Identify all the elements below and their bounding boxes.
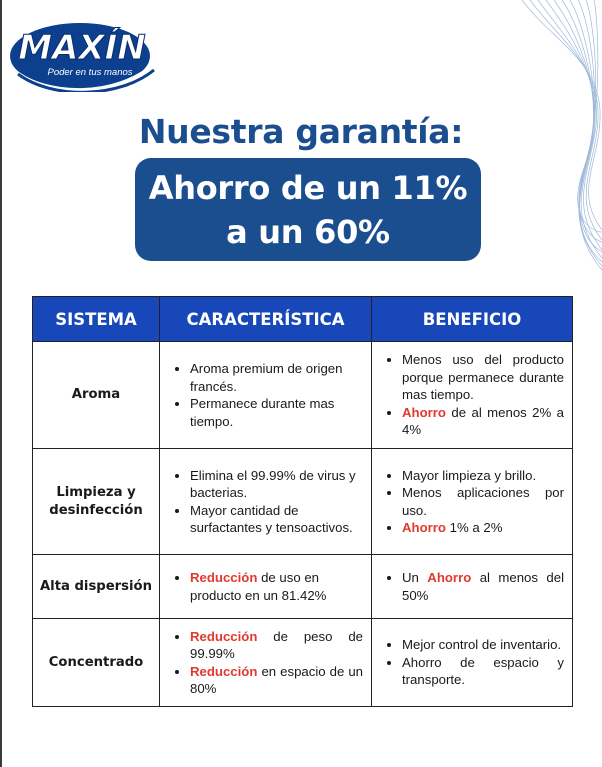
table-header-row: [33, 297, 573, 342]
system-cell: Concentrado: [33, 619, 160, 707]
system-cell: Alta dispersión: [33, 555, 160, 619]
benefit-item: • Un Ahorro al menos del 50%: [402, 569, 564, 604]
banner-line-1: Ahorro de un 11%: [148, 169, 468, 207]
benefit-item: • Mejor control de inventario.: [402, 636, 564, 654]
system-cell: Limpieza y desinfección: [33, 449, 160, 555]
savings-banner: [135, 158, 481, 261]
benefit-item: • Ahorro de al menos 2% a 4%: [402, 404, 564, 439]
feature-item: • Reducción de uso en producto en un 81.42%: [190, 569, 363, 604]
header-feature: CARACTERÍSTICA: [160, 297, 372, 342]
feature-cell: [160, 342, 372, 449]
page-title: Nuestra garantía:: [138, 112, 464, 151]
highlight-word: Reducción: [190, 628, 258, 644]
feature-cell: [160, 619, 372, 707]
feature-item: • Reducción en espacio de un 80%: [190, 663, 363, 698]
feature-item: • Elimina el 99.99% de virus y bacterias.: [190, 467, 363, 502]
header-system: SISTEMA: [33, 297, 160, 342]
table-row: [33, 342, 573, 449]
feature-item: • Permanece durante mas tiempo.: [190, 395, 363, 430]
highlight-word: Ahorro: [402, 520, 446, 535]
maxin-logo: [8, 12, 158, 92]
feature-item: • Mayor cantidad de surfactantes y tensoactivos.: [190, 502, 363, 537]
banner-line-2: a un 60%: [226, 213, 390, 251]
highlight-word: Ahorro: [427, 570, 472, 585]
benefits-table: [32, 296, 573, 707]
highlight-word: Ahorro: [402, 404, 446, 420]
feature-item: • Reducción de peso de 99.99%: [190, 628, 363, 663]
benefit-cell: [372, 342, 573, 449]
feature-item: • Aroma premium de origen francés.: [190, 360, 363, 395]
benefit-item: • Ahorro de espacio y transporte.: [402, 654, 564, 689]
highlight-word: Reducción: [190, 570, 258, 585]
feature-cell: [160, 449, 372, 555]
benefit-cell: [372, 449, 573, 555]
feature-cell: [160, 555, 372, 619]
table-row: [33, 555, 573, 619]
benefit-cell: [372, 619, 573, 707]
benefit-item: • Menos uso del producto porque permanece durante mas tiempo.: [402, 351, 564, 404]
logo-wordmark: MAXÍN: [18, 28, 146, 68]
benefit-item: • Menos aplicaciones por uso.: [402, 484, 564, 519]
table-row: [33, 619, 573, 707]
benefit-cell: [372, 555, 573, 619]
benefit-item: • Ahorro 1% a 2%: [402, 519, 564, 537]
table-row: [33, 449, 573, 555]
header-benefit: BENEFICIO: [372, 297, 573, 342]
highlight-word: Reducción: [190, 663, 258, 679]
system-cell: Aroma: [33, 342, 160, 449]
benefit-item: • Mayor limpieza y brillo.: [402, 467, 564, 485]
logo-tagline: Poder en tus manos: [47, 67, 133, 78]
